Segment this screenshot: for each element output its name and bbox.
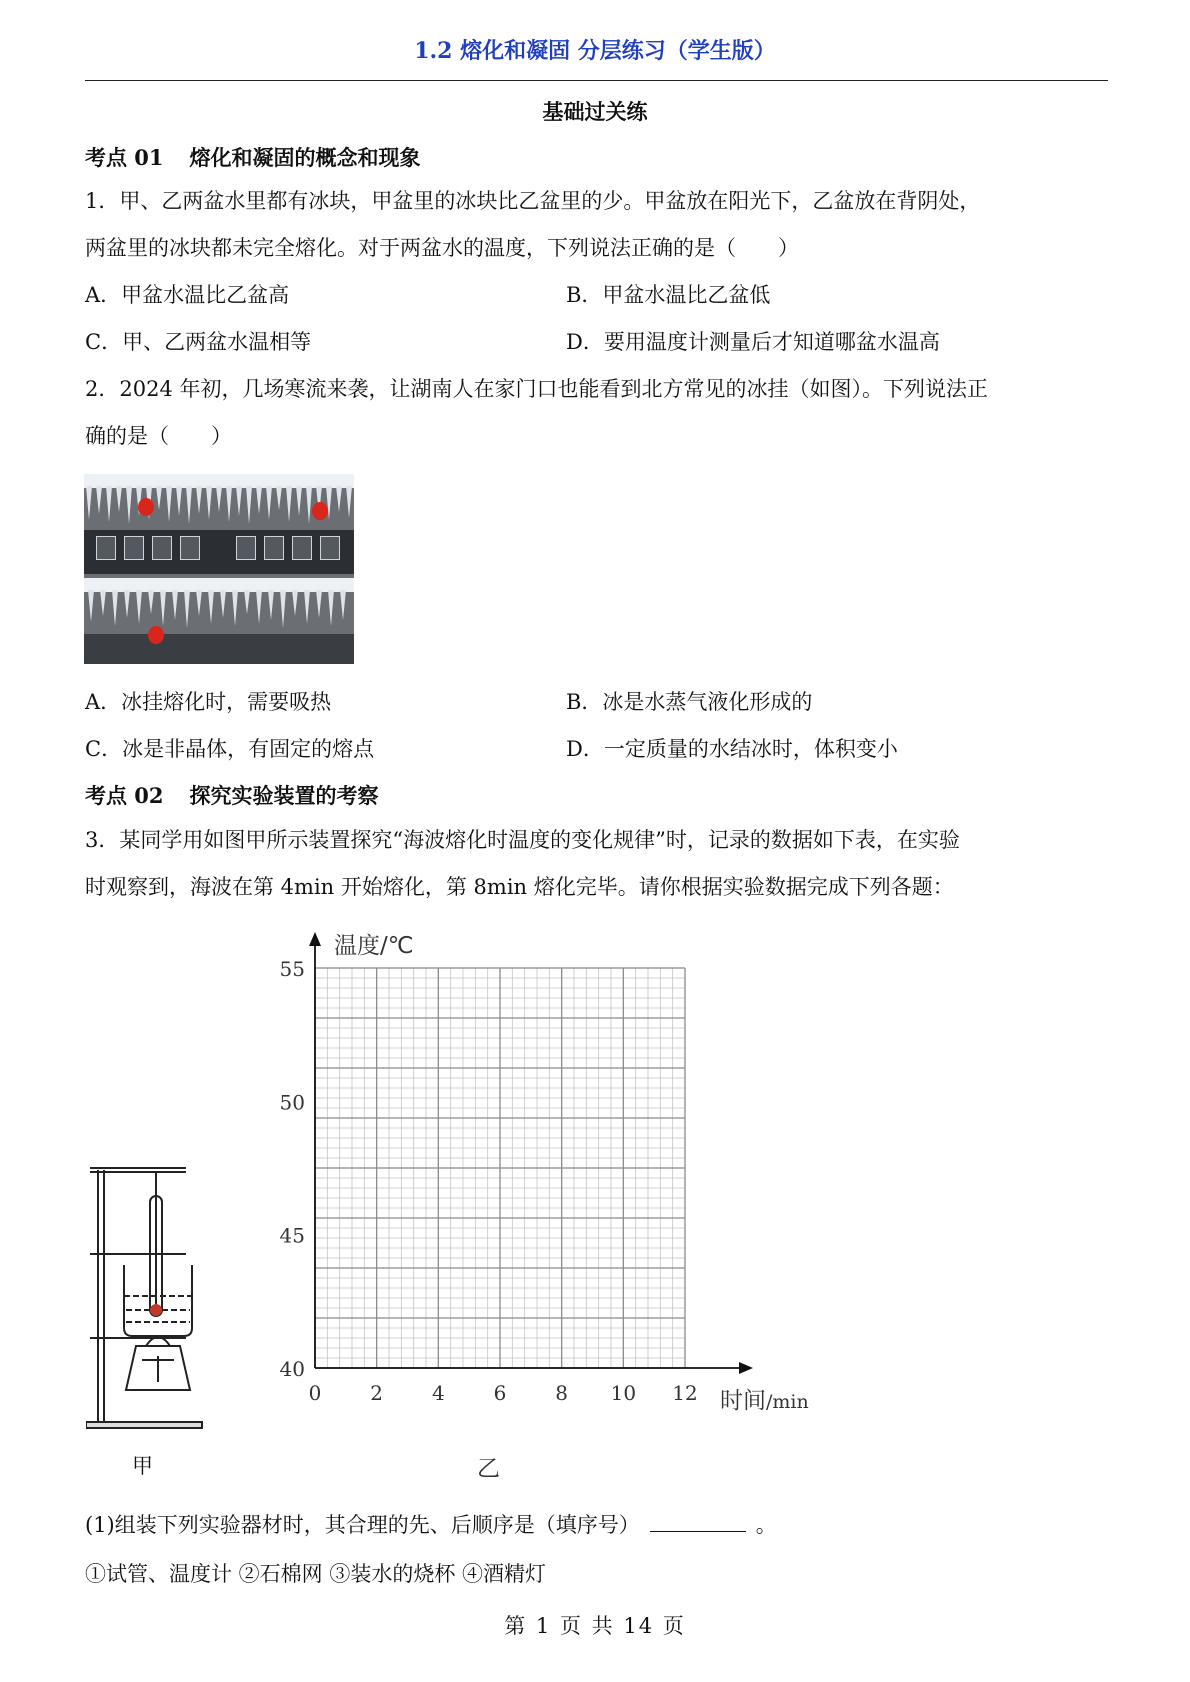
q3-items: ①试管、温度计 ②石棉网 ③装水的烧杯 ④酒精灯: [85, 1562, 547, 1586]
q2-option-d: D．一定质量的水结冰时，体积变小: [566, 737, 898, 761]
q2-option-a: A．冰挂熔化时，需要吸热: [85, 690, 332, 714]
page-footer: 第 1 页 共 14 页: [504, 1614, 686, 1638]
y-tick-label: 40: [279, 1357, 305, 1381]
x-tick-label: 2: [370, 1381, 384, 1405]
q1-option-b: B．甲盆水温比乙盆低: [566, 283, 771, 307]
x-tick-label: 0: [308, 1381, 322, 1405]
topic-1-label: 考点 01: [85, 145, 164, 170]
q1-option-d: D．要用温度计测量后才知道哪盆水温高: [566, 330, 940, 354]
q3-line1: 3．某同学用如图甲所示装置探究“海波熔化时温度的变化规律”时，记录的数据如下表，在实验: [85, 828, 960, 852]
x-tick-label: 6: [493, 1381, 507, 1405]
answer-blank[interactable]: [650, 1511, 746, 1532]
q3-part1: [85, 1511, 777, 1539]
y-tick-label: 45: [279, 1223, 305, 1248]
icicle-photo: [84, 474, 354, 664]
q3-line2: 时观察到，海波在第 4min 开始熔化，第 8min 熔化完毕。请你根据实验数据完成下列各题：: [85, 875, 954, 899]
topic-2-title: 探究实验装置的考察: [189, 783, 379, 808]
topic-1-title: 熔化和凝固的概念和现象: [189, 145, 421, 170]
q1-line1: 1．甲、乙两盆水里都有冰块，甲盆里的冰块比乙盆里的少。甲盆放在阳光下，乙盆放在背阴处，: [85, 189, 981, 213]
apparatus-figure: [86, 1160, 216, 1490]
x-axis-label: [720, 1388, 809, 1414]
y-tick-label: 50: [279, 1090, 305, 1115]
x-tick-label: 4: [431, 1381, 445, 1405]
x-tick-label: 10: [610, 1381, 637, 1405]
y-axis-arrow: [309, 932, 321, 946]
y-tick-label: 55: [279, 957, 305, 981]
x-axis-label-main: 时间: [720, 1388, 766, 1414]
chart-caption: 乙: [477, 1456, 500, 1482]
topic-1-heading: [85, 142, 421, 172]
q2-line2: 确的是（ ）: [85, 424, 232, 448]
topic-2-heading: [85, 780, 379, 810]
q2-option-c: C．冰是非晶体，有固定的熔点: [85, 737, 375, 761]
x-axis-arrow: [739, 1362, 753, 1374]
section-title: 基础过关练: [542, 99, 648, 124]
q3-part1-text: (1)组装下列实验器材时，其合理的先、后顺序是（填序号）: [85, 1513, 640, 1537]
y-axis-label: 温度/℃: [334, 933, 414, 959]
q2-option-b: B．冰是水蒸气液化形成的: [566, 690, 813, 714]
icicles-lower: [84, 590, 354, 630]
x-axis-label-unit: /min: [766, 1391, 809, 1413]
page-title: 1.2 熔化和凝固 分层练习（学生版）: [414, 38, 776, 64]
header-rule: [85, 80, 1108, 81]
q1-option-c: C．甲、乙两盆水温相等: [85, 330, 312, 354]
q1-option-a: A．甲盆水温比乙盆高: [85, 283, 290, 307]
q3-part1-end: 。: [755, 1513, 777, 1537]
q1-line2: 两盆里的冰块都未完全熔化。对于两盆水的温度，下列说法正确的是（ ）: [85, 236, 799, 260]
temperature-grid-chart: [270, 928, 830, 1488]
apparatus-caption: 甲: [132, 1454, 153, 1478]
topic-2-label: 考点 02: [85, 783, 164, 808]
x-tick-label: 12: [672, 1381, 698, 1405]
y-tick-labels: [280, 957, 305, 1381]
x-tick-labels: [309, 1381, 698, 1405]
x-tick-label: 8: [555, 1381, 569, 1405]
q2-line1: 2．2024 年初，几场寒流来袭，让湖南人在家门口也能看到北方常见的冰挂（如图）。下列说法正: [85, 377, 988, 401]
